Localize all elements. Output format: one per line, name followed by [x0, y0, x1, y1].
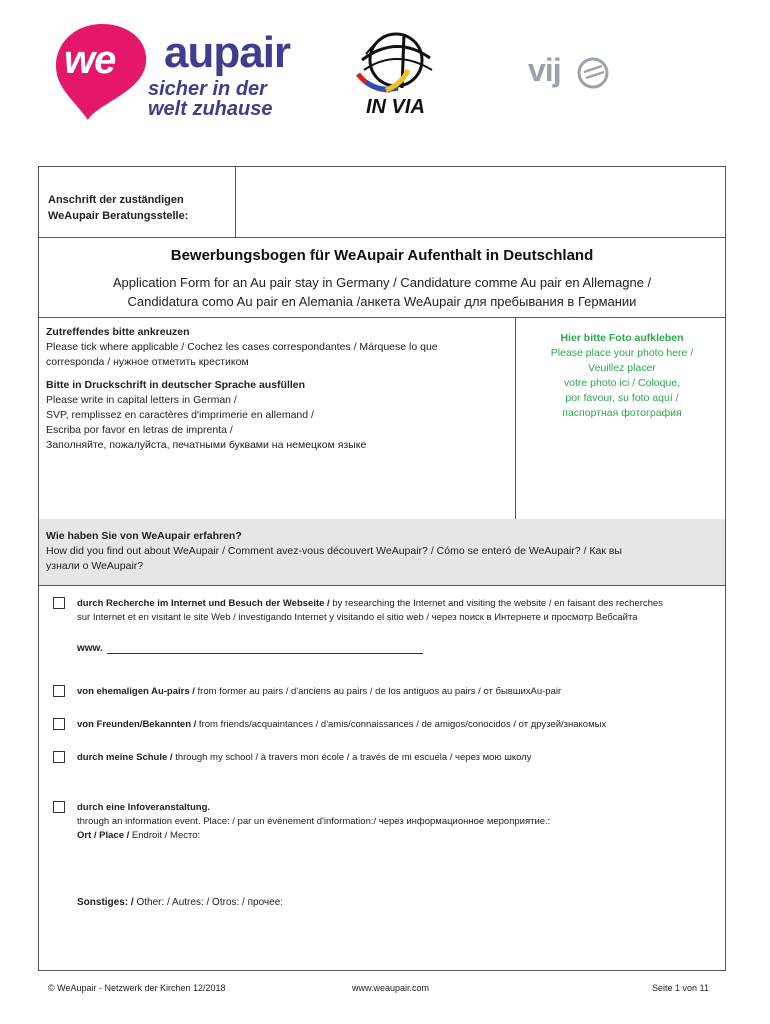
divider: [39, 237, 725, 238]
checkbox-internet[interactable]: [53, 597, 65, 609]
weaupair-logo-tagline-2: welt zuhause: [148, 98, 273, 120]
office-address-label: Anschrift der zuständigen WeAupair Beratungsstelle:: [48, 194, 189, 222]
weaupair-logo-we: we: [64, 38, 116, 82]
checkbox-friends[interactable]: [53, 718, 65, 730]
weaupair-logo-aupair: aupair: [164, 28, 291, 77]
footer-copyright: © WeAupair - Netzwerk der Kirchen 12/2018: [48, 983, 226, 993]
photo-box[interactable]: Hier bitte Foto aufkleben Please place your photo here / Veuillez placer votre photo ici / Coloque, por favour, su foto aquí / паспортная фотография: [550, 332, 694, 419]
weaupair-logo-tagline-1: sicher in der: [148, 78, 267, 100]
option-other[interactable]: Sonstiges: / Other: / Autres: / Otros: / прочее:: [77, 897, 284, 908]
divider: [515, 317, 516, 519]
vij-logo: [528, 52, 618, 96]
source-question: Wie haben Sie von WeAupair erfahren? How did you find out about WeAupair / Comment avez-vous découvert WeAupair? / Cómo se enteró de WeAupair? / Как вы узнали о WeAupair?: [39, 519, 725, 585]
footer-page-number: Seite 1 von 11: [652, 983, 709, 993]
checkbox-school[interactable]: [53, 751, 65, 763]
application-form: Anschrift der zuständigen WeAupair Beratungsstelle: Bewerbungsbogen für WeAupair Aufenthalt in Deutschland Application Form for an Au pair stay in Germany / Candidature comme Au pair en Allemagne / Candidatura como Au pair en Alemania /анкета WeAupair для пребывания в Германии Zutreffendes bitte ankreuzen Please tick where applicable / Cochez les cases correspondantes / Márquese lo que corresponda / нужное отметить крестиком Bitte in Druckschrift in deutscher Sprache ausfüllen Please write in capital letters in German / SVP, remplissez en caractères d'imprimerie en allemand / Escriba por favor en letras de imprenta / Заполняйте, пожалуйста, печатными буквами на немецком языке Hier bitte Foto aufkleben Please place your photo here / Veuillez placer votre photo ici / Coloque, por favour, su foto aquí / паспортная фотография Wie haben Sie von WeAupair erfahren? How did you find out about WeAupair / Comment avez-vous découvert WeAupair? / Cómo se enteró de WeAupair? / Как вы узнали о WeAupair? durch Recherche im Internet und Besuch der Webseite / by researching the Internet and visiting the website / en faisant des recherches sur Internet et en visitant le site Web / investigando Internet y visitando el sitio web / через поиск в Интернете и просмотр Вебсайта www. von ehemaligen Au-pairs / from former au pairs / d'anciens au pairs / de los antiguos au pairs / от бывшихAu-pair von Freunden/Bekannten / from friends/acquaintances / d'amis/connaissances / de amigos/conocidos / от друзей/знакомых durch meine Schule / through my school / à travers mon école / a través de mi escuela / через мою школу durch eine Infoveranstaltung. through an information event. Place: / par un événement d'information:/ через информационное мероприятие.: Ort / Place / Endroit / Место: Sonstiges: / Other: / Autres: / Otros: / прочее:: [38, 166, 726, 971]
office-address-field[interactable]: [236, 167, 726, 237]
website-input-line[interactable]: [107, 653, 423, 654]
invia-logo: [356, 30, 440, 122]
form-title: Bewerbungsbogen für WeAupair Aufenthalt in Deutschland: [170, 247, 594, 264]
checkbox-former-au-pairs[interactable]: [53, 685, 65, 697]
vij-logo-text: vij: [528, 52, 561, 88]
weaupair-logo: [54, 22, 304, 122]
instructions: Zutreffendes bitte ankreuzen Please tick where applicable / Cochez les cases correspondantes / Márquese lo que corresponda / нужное отметить крестиком Bitte in Druckschrift in deutscher Sprache ausfüllen Please write in capital letters in German / SVP, remplissez en caractères d'imprimerie en allemand / Escriba por favor en letras de imprenta / Заполняйте, пожалуйста, печатными буквами на немецком языке: [46, 326, 438, 451]
divider: [39, 317, 725, 318]
vij-circle-icon: [576, 56, 614, 90]
website-label: www.: [77, 643, 103, 654]
footer-website: www.weaupair.com: [352, 983, 430, 993]
invia-emblem-icon: [356, 30, 440, 100]
invia-logo-text: IN VIA: [366, 96, 425, 118]
checkbox-info-event[interactable]: [53, 801, 65, 813]
form-subtitle: Application Form for an Au pair stay in Germany / Candidature comme Au pair en Allemagne / Candidatura como Au pair en Alemania /анкета WeAupair для пребывания в Германии: [112, 275, 652, 309]
divider: [39, 585, 725, 586]
